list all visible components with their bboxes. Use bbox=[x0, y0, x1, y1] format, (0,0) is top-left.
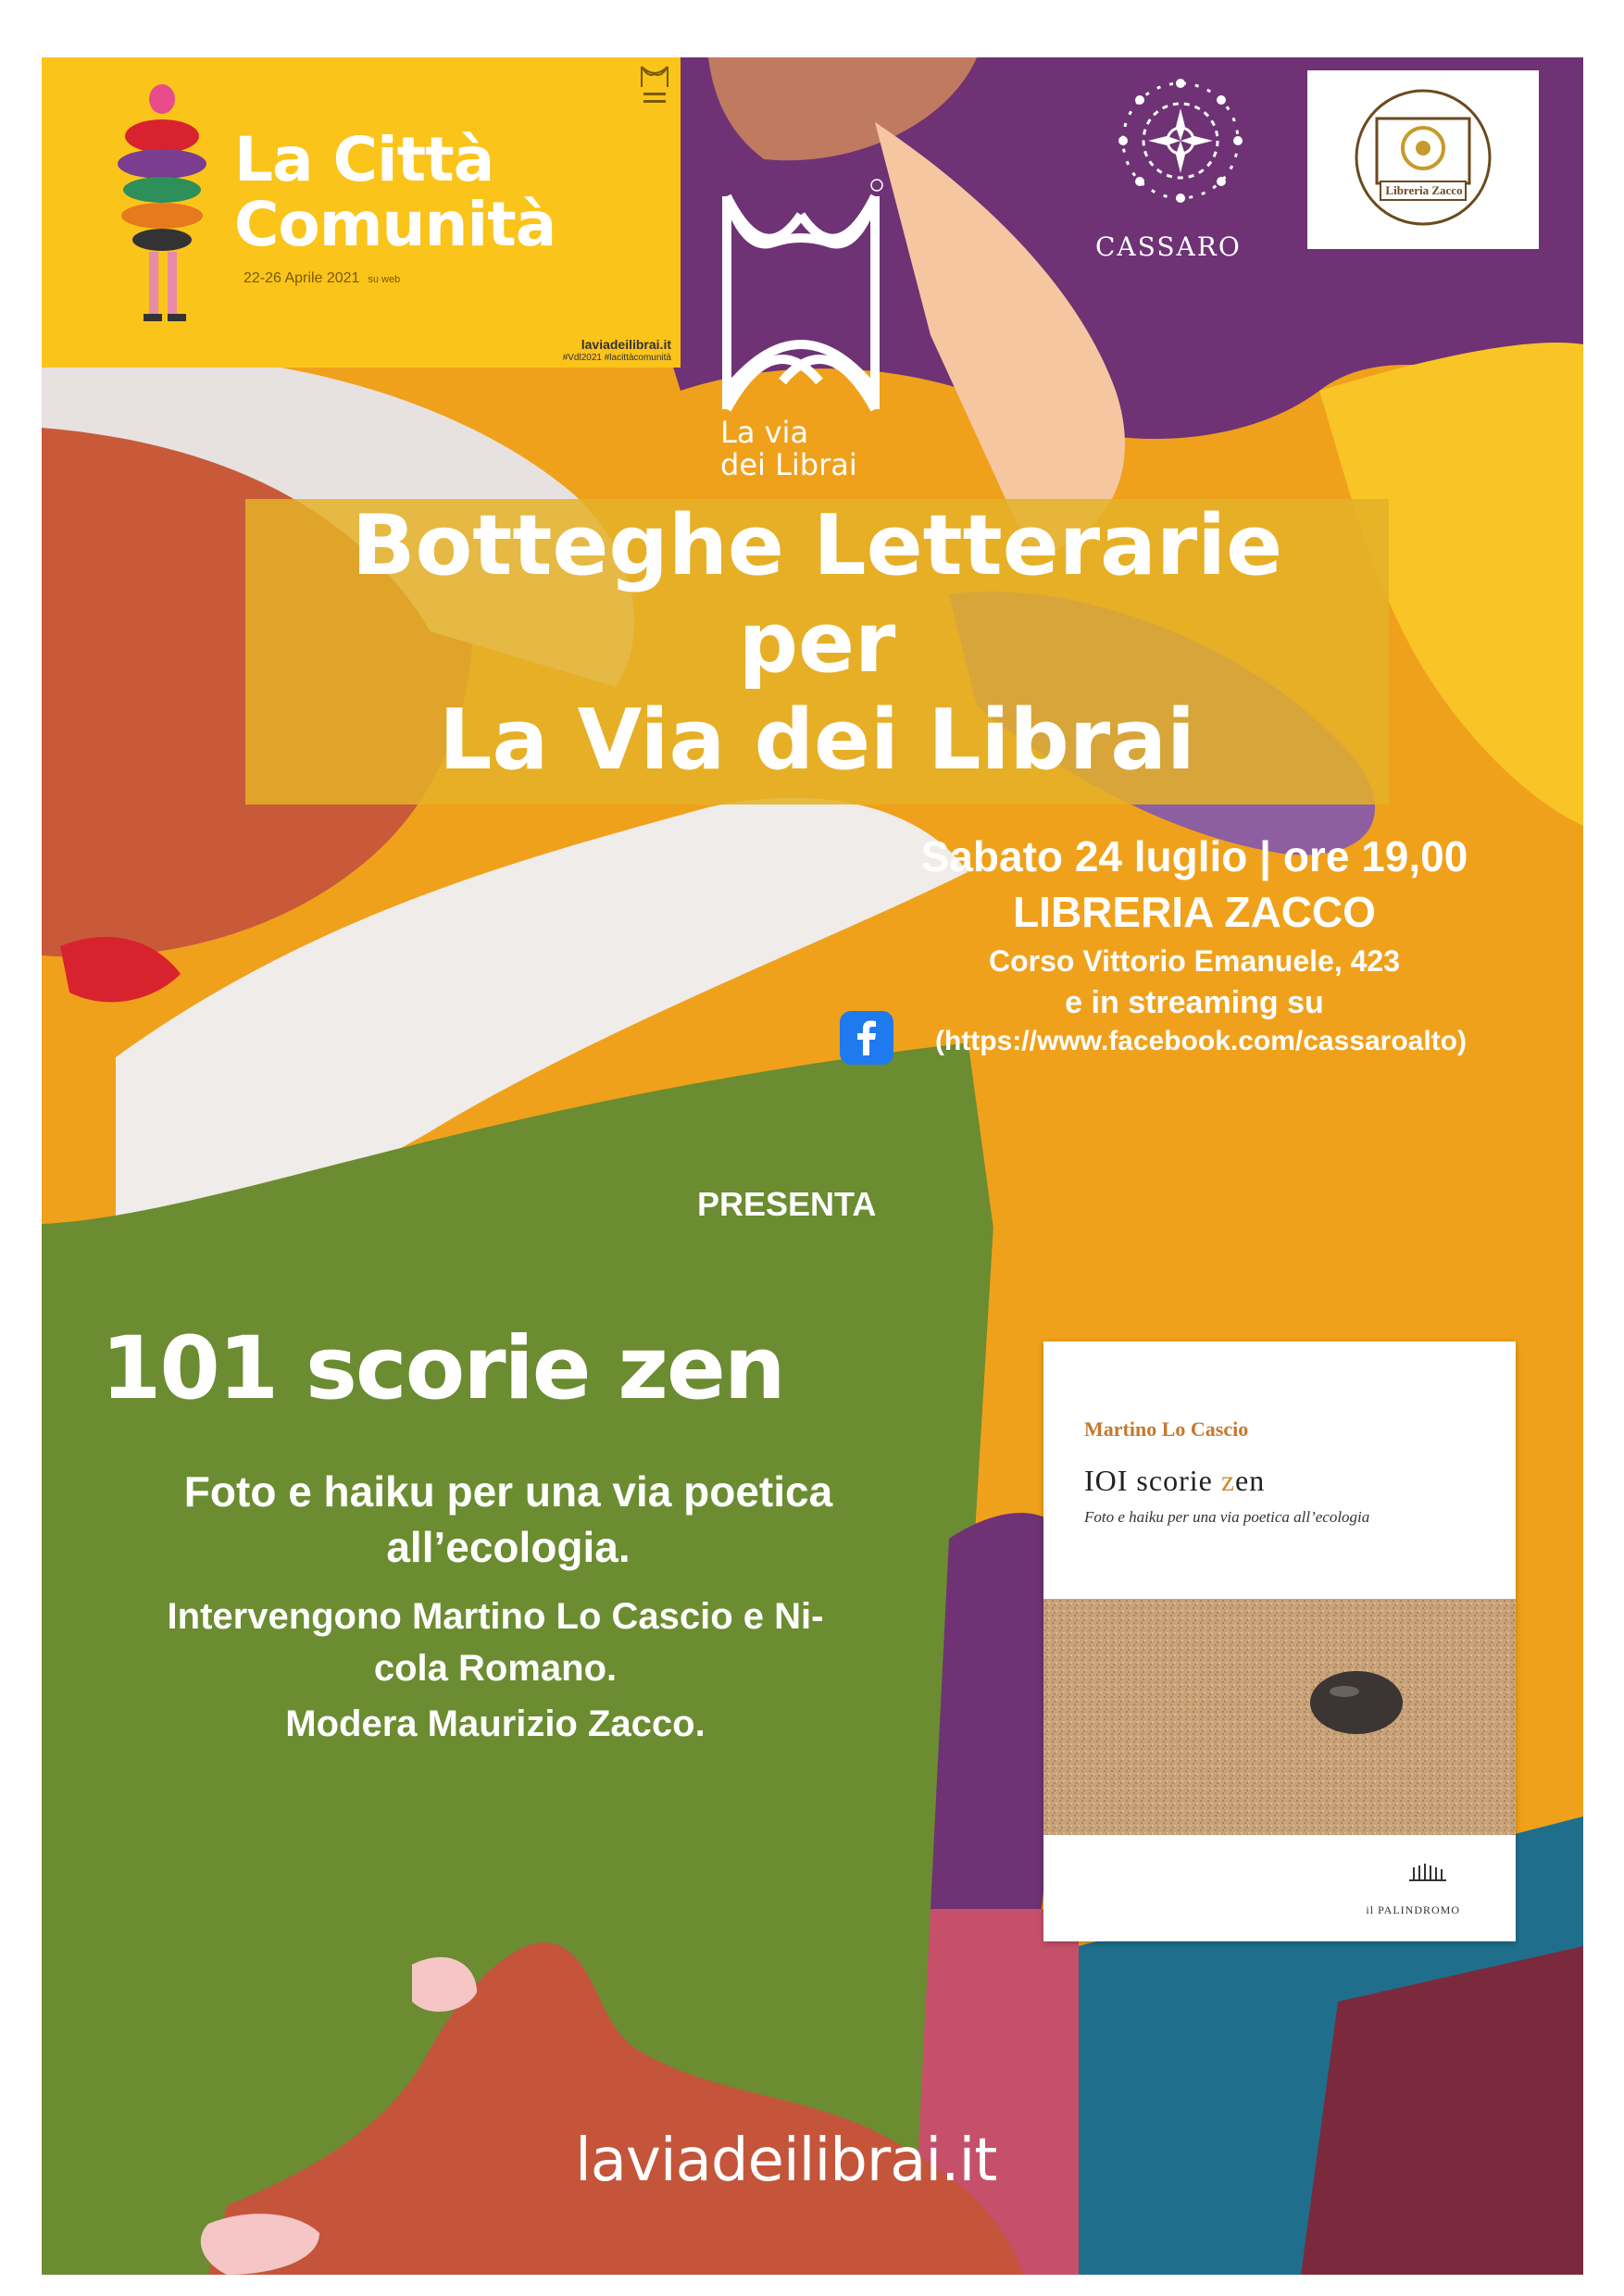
facebook-icon[interactable] bbox=[840, 1011, 893, 1065]
citta-comunita-badge bbox=[42, 57, 681, 368]
poster bbox=[42, 57, 1583, 2275]
cover-title-part1: IOI scorie bbox=[1084, 1464, 1221, 1497]
book-cover bbox=[1043, 1341, 1516, 1941]
zacco-label: Libreria Zacco bbox=[1385, 183, 1463, 197]
book-title: 101 scorie zen bbox=[101, 1318, 784, 1419]
badge-dates-suffix: su web bbox=[368, 274, 401, 285]
lvdl-line2: dei Librai bbox=[720, 447, 857, 482]
event-date-time: Sabato 24 luglio | ore 19,00 bbox=[920, 832, 1468, 880]
badge-dates-value: 22-26 Aprile 2021 bbox=[244, 270, 360, 286]
event-url[interactable]: (https://www.facebook.com/cassaroalto) bbox=[935, 1026, 1467, 1056]
event-venue: LIBRERIA ZACCO bbox=[1013, 888, 1376, 936]
small-lvdl-logo-icon bbox=[638, 63, 671, 109]
title-line1: Botteghe Letterarie bbox=[351, 497, 1283, 594]
footer-website[interactable]: laviadeilibrai.it bbox=[575, 2127, 997, 2195]
speakers-line2: cola Romano. bbox=[373, 1648, 618, 1689]
cover-publisher: il PALINDROMO bbox=[1366, 1903, 1460, 1916]
facebook-f-icon bbox=[840, 1011, 893, 1065]
badge-site[interactable]: laviadeilibrai.it bbox=[581, 337, 671, 352]
la-via-dei-librai-logo-icon bbox=[718, 178, 884, 442]
cassaro-rosette-icon bbox=[1111, 71, 1250, 210]
cover-title-z: z bbox=[1220, 1464, 1236, 1497]
moderator: Modera Maurizio Zacco. bbox=[285, 1703, 706, 1744]
book-subtitle-line2: all’ecologia. bbox=[386, 1523, 631, 1571]
cover-sand-photo bbox=[1043, 1599, 1516, 1835]
title-banner bbox=[245, 499, 1389, 805]
badge-title-line1: La Città bbox=[234, 124, 494, 195]
cassaro-label: CASSARO bbox=[1095, 231, 1242, 262]
publisher-logo-icon bbox=[1405, 1860, 1451, 1888]
presenta-label: PRESENTA bbox=[697, 1185, 877, 1223]
cover-subtitle: Foto e haiku per una via poetica all’ecologia bbox=[1084, 1508, 1370, 1526]
badge-hashtags: #Vdl2021 #lacittàcomunità bbox=[562, 353, 671, 363]
event-address: Corso Vittorio Emanuele, 423 bbox=[989, 944, 1400, 978]
speakers-line1: Intervengono Martino Lo Cascio e Ni- bbox=[167, 1596, 824, 1637]
book-subtitle-line1: Foto e haiku per una via poetica bbox=[183, 1467, 833, 1516]
badge-dates bbox=[244, 270, 400, 287]
cover-title-part3: en bbox=[1235, 1464, 1266, 1497]
libreria-zacco-logo bbox=[1307, 70, 1539, 249]
cover-author: Martino Lo Cascio bbox=[1084, 1417, 1249, 1441]
badge-title-line2: Comunità bbox=[234, 189, 556, 260]
figure-illustration-icon bbox=[97, 71, 227, 331]
cover-title bbox=[1084, 1464, 1265, 1498]
event-streaming: e in streaming su bbox=[1065, 985, 1324, 1020]
title-line2: per bbox=[738, 594, 896, 692]
zacco-emblem-icon bbox=[1340, 81, 1506, 239]
lvdl-line1: La via bbox=[720, 415, 809, 450]
title-line3: La Via dei Librai bbox=[439, 692, 1195, 789]
